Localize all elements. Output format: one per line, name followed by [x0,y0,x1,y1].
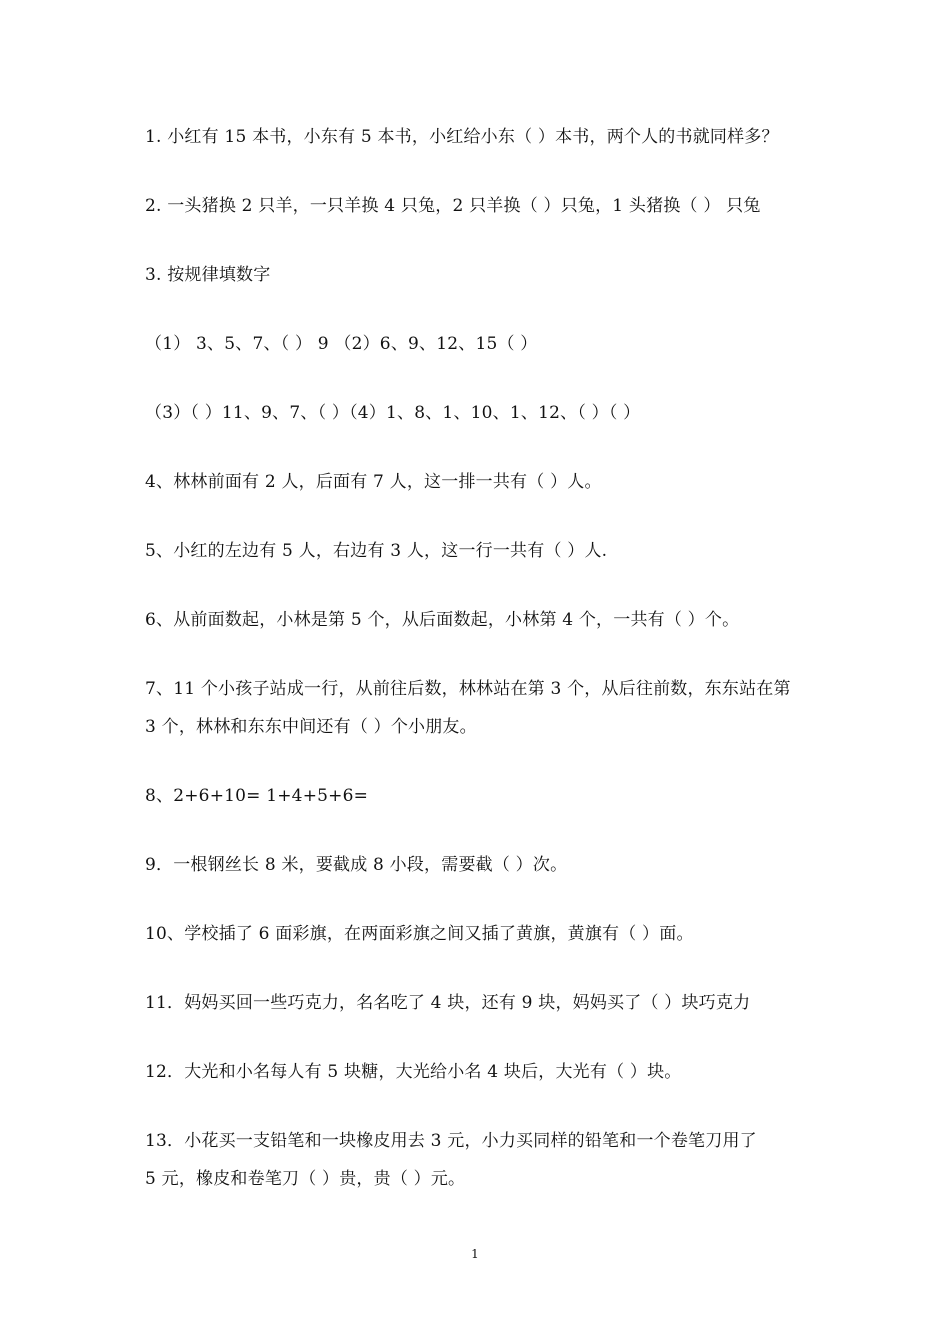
question-7-line-2: 3 个，林林和东东中间还有（ ）个小朋友。 [145,717,477,737]
question-3-part-1-2: （1） 3、5、7、（ ） 9 （2）6、9、12、15（ ） [145,334,538,354]
question-12: 12．大光和小名每人有 5 块糖，大光给小名 4 块后，大光有（ ）块。 [145,1062,682,1082]
question-9: 9．一根钢丝长 8 米，要截成 8 小段，需要截（ ）次。 [145,855,568,875]
question-4: 4、林林前面有 2 人，后面有 7 人，这一排一共有（ ）人。 [145,472,602,492]
question-8: 8、2+6+10= 1+4+5+6= [145,786,369,806]
question-7-line-1: 7、11 个小孩子站成一行，从前往后数，林林站在第 3 个，从后往前数，东东站在第 [145,679,791,699]
question-13-line-2: 5 元，橡皮和卷笔刀（ ）贵，贵（ ）元。 [145,1169,466,1189]
question-1: 1. 小红有 15 本书，小东有 5 本书，小红给小东（ ）本书，两个人的书就同样多？ [145,127,779,147]
page-number: 1 [471,1247,479,1261]
question-11: 11．妈妈买回一些巧克力，名名吃了 4 块，还有 9 块，妈妈买了（ ）块巧克力 [145,993,751,1013]
question-10: 10、学校插了 6 面彩旗，在两面彩旗之间又插了黄旗，黄旗有（ ）面。 [145,924,694,944]
question-3-heading: 3. 按规律填数字 [145,265,271,285]
question-13-line-1: 13．小花买一支铅笔和一块橡皮用去 3 元，小力买同样的铅笔和一个卷笔刀用了 [145,1131,757,1151]
question-6: 6、从前面数起，小林是第 5 个，从后面数起，小林第 4 个，一共有（ ）个。 [145,610,740,630]
question-2: 2. 一头猪换 2 只羊，一只羊换 4 只兔，2 只羊换（ ）只兔，1 头猪换（ ） 只兔 [145,196,761,216]
question-3-part-3-4: （3）（ ）11、9、7、（ ）（4）1、8、1、10、1、12、（ ）（ ） [145,403,641,423]
question-5: 5、小红的左边有 5 人，右边有 3 人，这一行一共有（ ）人. [145,541,608,561]
